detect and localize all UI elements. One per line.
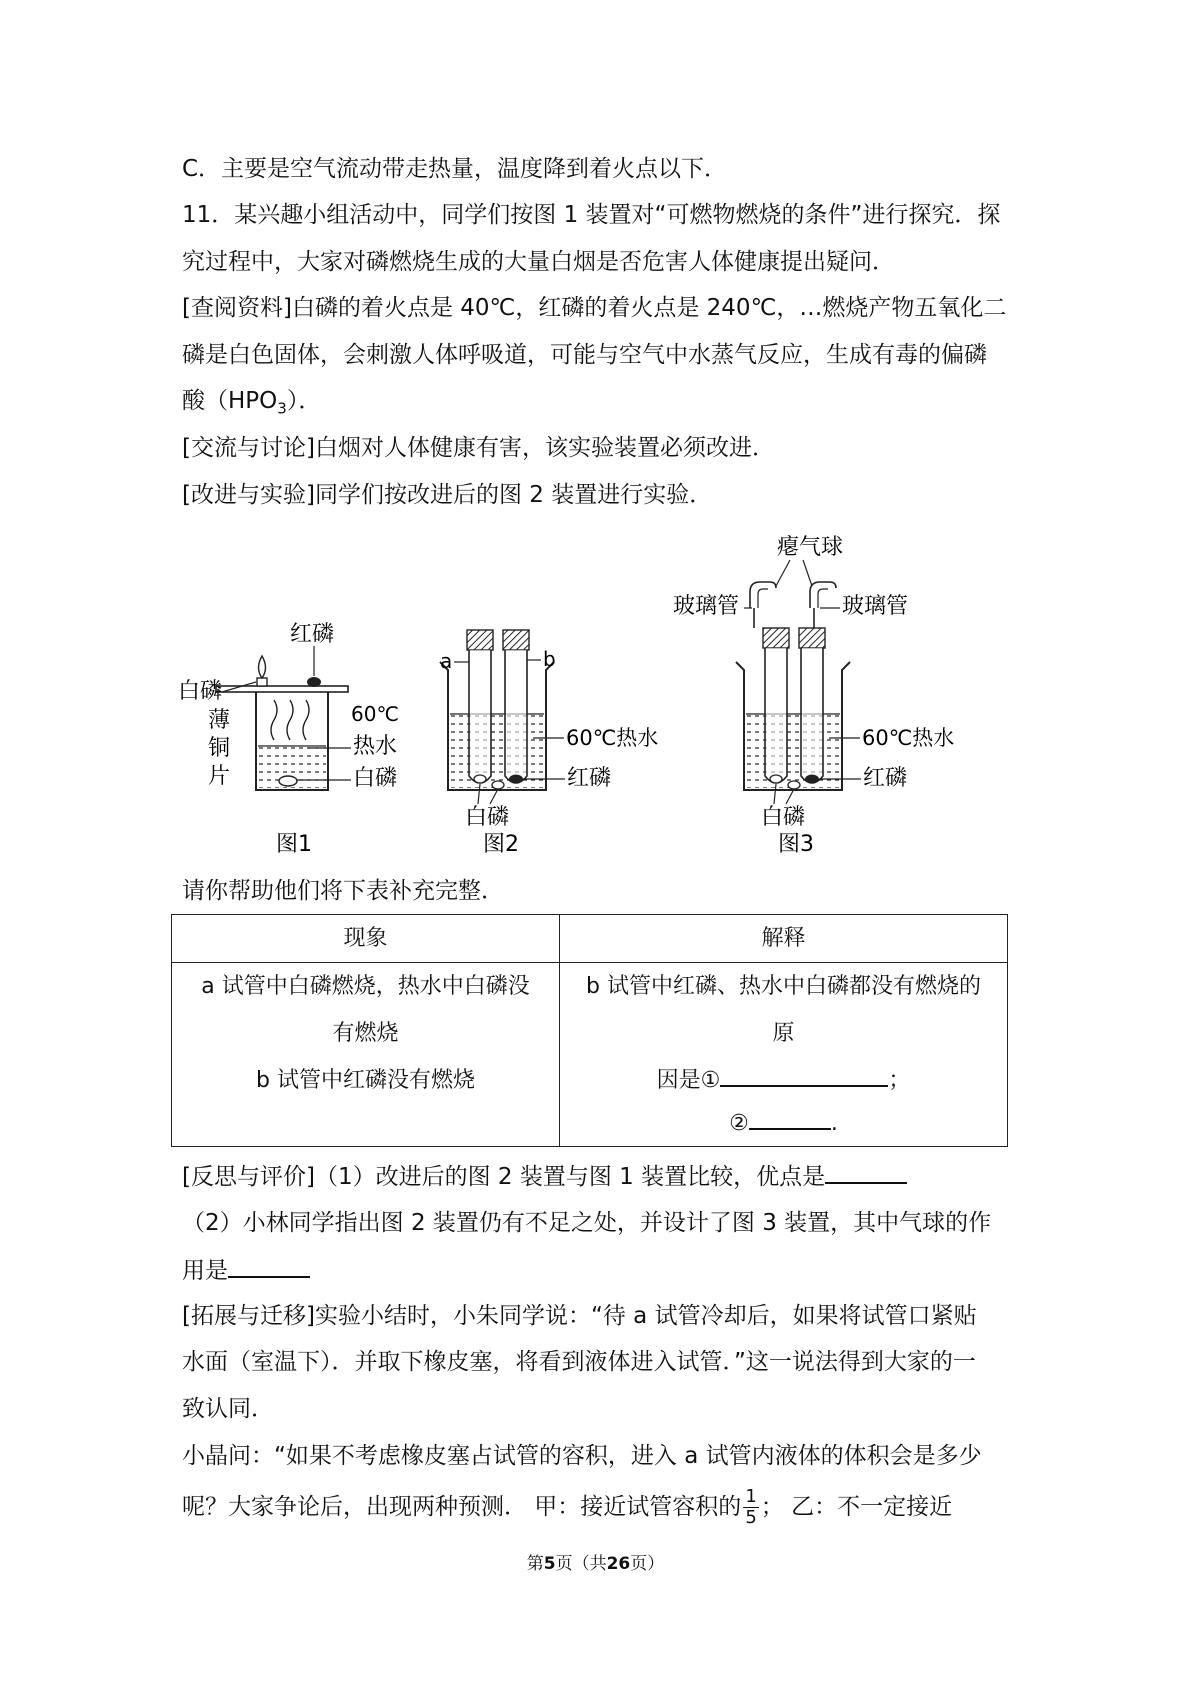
fraction-one-fifth	[743, 1487, 758, 1528]
answer-blank-balloon[interactable]	[228, 1254, 310, 1278]
fig2-label-white-phosphorus: 白磷	[465, 805, 510, 830]
fig3-label-red-phosphorus: 红磷	[863, 766, 908, 791]
text-line-question: 小晶问：“如果不考虑橡皮塞占试管的容积，进入 a 试管内液体的体积会是多少	[182, 1443, 982, 1469]
fig3-white-phosphorus-water	[788, 781, 800, 789]
table-cell-phenomenon-line-2: 有燃烧	[332, 1021, 399, 1046]
fig1-label-copper-1: 薄	[208, 708, 231, 733]
fig1-label-copper-3: 片	[208, 764, 231, 789]
text-line-option-c: C．主要是空气流动带走热量，温度降到着火点以下．	[182, 156, 728, 182]
text-line: 磷是白色固体，会刺激人体呼吸道，可能与空气中水蒸气反应，生成有毒的偏磷	[182, 342, 987, 368]
footer-suffix: 页）	[630, 1554, 665, 1574]
page-footer	[0, 1552, 1191, 1576]
fig1-label-red-phosphorus: 红磷	[290, 622, 335, 647]
reflection-1-text: [反思与评价]（1）改进后的图 2 装置与图 1 装置比较，优点是	[182, 1164, 826, 1190]
table-cell-phenomenon-line-3: b 试管中红磷没有燃烧	[256, 1068, 475, 1093]
fig2-label-red-phosphorus: 红磷	[567, 766, 612, 791]
fig3-label-glass-tube-right: 玻璃管	[842, 594, 909, 619]
fig1-label-copper-2: 铜	[208, 736, 231, 761]
fig2-water	[450, 714, 544, 788]
figure-1	[178, 622, 399, 857]
reflection-2-text: 用是	[182, 1258, 228, 1284]
fig1-red-phosphorus	[307, 677, 321, 687]
table-cell-explanation-line-4	[560, 1104, 1007, 1144]
figures-area	[178, 528, 1018, 868]
fig3-red-phosphorus	[805, 775, 819, 784]
text-line-reflection-2-cont	[182, 1254, 1012, 1286]
fig1-caption: 图1	[276, 832, 312, 857]
answer-table	[171, 914, 1008, 1147]
fig3-label-white-phosphorus: 白磷	[761, 805, 806, 830]
text-line-formula	[182, 386, 1012, 424]
copper-plate	[216, 686, 348, 692]
fig3-label-glass-tube-left: 玻璃管	[673, 594, 740, 619]
fig1-label-white-phosphorus: 白磷	[178, 679, 223, 704]
figure-3	[673, 535, 954, 857]
fig3-tube-a	[765, 648, 787, 783]
flame-icon	[259, 656, 266, 678]
table-header-phenomenon: 现象	[343, 926, 388, 951]
figure-2	[440, 630, 658, 857]
fig2-stopper-b	[503, 630, 529, 650]
fig1-label-white-phosphorus-bottom: 白磷	[353, 766, 398, 791]
formula-suffix: ）．	[286, 388, 322, 414]
formula-subscript: 3	[277, 399, 287, 418]
text-line-reflection-2: （2）小林同学指出图 2 装置仍有不足之处，并设计了图 3 装置，其中气球的作	[182, 1210, 992, 1236]
footer-total-pages: 26	[606, 1554, 631, 1574]
answer-blank-2[interactable]	[749, 1106, 831, 1130]
fig2-label-tube-a: a	[440, 649, 453, 673]
fig2-label-hot-water: 60℃热水	[566, 726, 659, 750]
blank-2-prefix: ②	[729, 1111, 749, 1136]
predictions-suffix: ； 乙：不一定接近	[760, 1494, 953, 1520]
fig1-white-phosphorus-bottom	[279, 776, 297, 786]
predictions-text: 呢？大家争论后，出现两种预测． 甲：接近试管容积的	[182, 1494, 742, 1520]
text-line-extension: [拓展与迁移]实验小结时，小朱同学说：“待 a 试管冷却后，如果将试管口紧贴	[182, 1303, 977, 1329]
table-cell-explanation-line-1: b 试管中红磷、热水中白磷都没有燃烧的	[586, 974, 981, 999]
blank-1-suffix: ；	[888, 1068, 911, 1093]
fig3-white-phosphorus-tube	[770, 775, 782, 783]
fig2-label-tube-b: b	[543, 647, 556, 671]
fig3-stopper-a	[763, 628, 789, 648]
answer-blank-1[interactable]	[720, 1063, 888, 1087]
blank-2-suffix: .	[830, 1111, 838, 1136]
fig1-label-hot-water: 热水	[353, 734, 398, 759]
fig2-stopper-a	[467, 630, 493, 650]
text-line-table-intro: 请你帮助他们将下表补充完整．	[182, 878, 504, 904]
text-line: 水面（室温下）．并取下橡皮塞，将看到液体进入试管．”这一说法得到大家的一	[182, 1349, 976, 1375]
fig3-tube-b	[801, 648, 823, 783]
text-line: 究过程中，大家对磷燃烧生成的大量白烟是否危害人体健康提出疑问．	[182, 249, 895, 275]
fig3-balloon-left	[750, 582, 776, 608]
text-line-predictions	[182, 1487, 1012, 1528]
fig3-label-balloon: 瘪气球	[777, 535, 844, 560]
text-line-discussion: [交流与讨论]白烟对人体健康有害，该实验装置必须改进．	[182, 435, 775, 461]
footer-middle: 页（共	[555, 1554, 607, 1574]
table-header-explanation: 解释	[761, 926, 806, 951]
text-line-reflection-1	[182, 1160, 1012, 1192]
fig3-stopper-b	[799, 628, 825, 648]
fig2-tube-a	[469, 650, 491, 783]
fig2-caption: 图2	[483, 832, 519, 857]
text-line: 致认同．	[182, 1396, 274, 1422]
fig2-tube-b	[505, 650, 527, 783]
fig2-red-phosphorus	[509, 775, 523, 784]
fig3-caption: 图3	[778, 832, 814, 857]
fig2-white-phosphorus-water	[492, 781, 504, 789]
fig2-white-phosphorus-tube	[474, 775, 486, 783]
fig3-water	[746, 714, 840, 788]
text-line-reference-info: [查阅资料]白磷的着火点是 40℃，红磷的着火点是 240℃，…燃烧产物五氧化二	[182, 295, 1007, 321]
text-line-improvement: [改进与实验]同学们按改进后的图 2 装置进行实验．	[182, 482, 713, 508]
answer-blank-advantage[interactable]	[825, 1160, 907, 1184]
table-cell-explanation-line-2: 原	[772, 1021, 795, 1046]
apparatus-figures	[178, 528, 1018, 868]
fraction-numerator: 1	[745, 1486, 757, 1507]
fig1-label-temp: 60℃	[351, 702, 399, 726]
blank-1-prefix: 因是①	[656, 1068, 721, 1093]
text-line-question-11: 11．某兴趣小组活动中，同学们按图 1 装置对“可燃物燃烧的条件”进行探究．探	[182, 202, 1001, 228]
footer-prefix: 第	[526, 1554, 544, 1574]
fig3-balloon-right	[810, 582, 836, 608]
table-cell-phenomenon-line-1: a 试管中白磷燃烧，热水中白磷没	[201, 974, 530, 999]
table-cell-explanation-line-3	[560, 1057, 1007, 1104]
fig3-label-hot-water: 60℃热水	[862, 726, 955, 750]
fraction-denominator: 5	[745, 1507, 757, 1528]
formula-prefix: 酸（HPO	[182, 388, 278, 414]
footer-page-number: 5	[543, 1554, 556, 1574]
